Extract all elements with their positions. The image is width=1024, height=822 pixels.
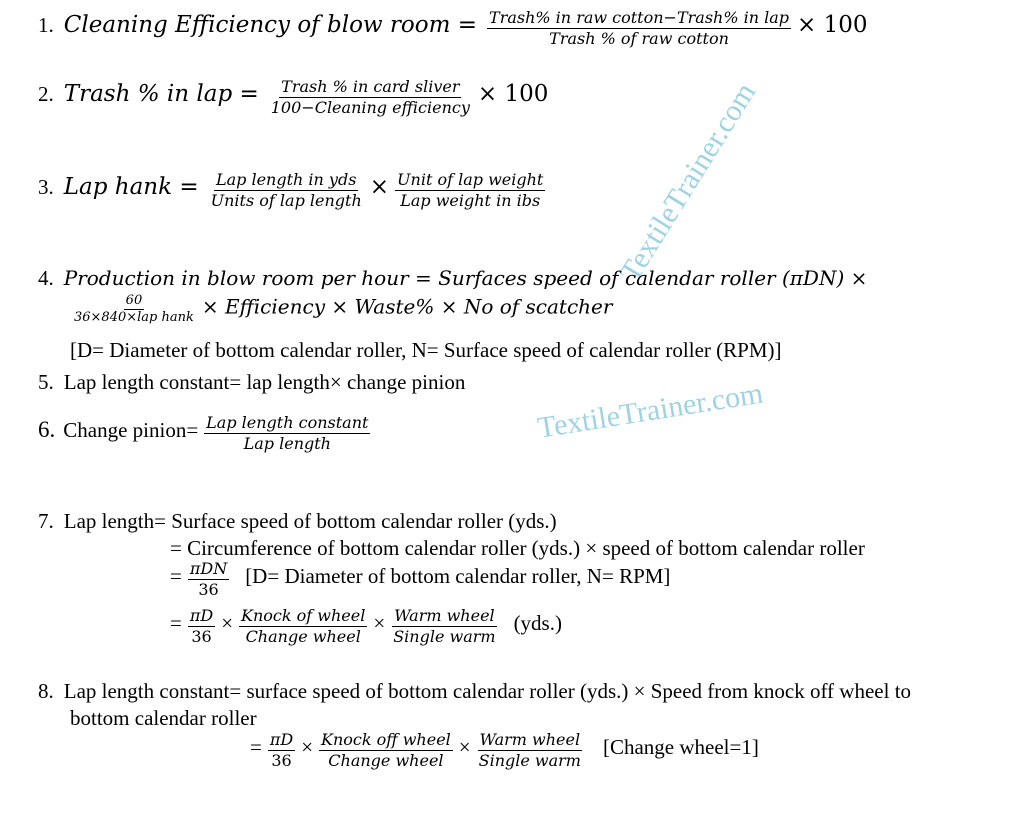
formula-8-numerator-a: πD	[269, 730, 294, 749]
formula-7-numerator-4c: Warm wheel	[394, 606, 495, 625]
formula-4-line-1	[38, 266, 867, 291]
formula-8-denominator-c: Single warm	[478, 751, 581, 770]
formula-3-lhs: Lap hank =	[63, 174, 199, 201]
formula-7-denominator-4c: Single warm	[393, 627, 496, 646]
formula-8-text-2: bottom calendar roller	[70, 706, 257, 730]
formula-2-numerator: Trash % in card sliver	[281, 77, 460, 96]
formula-3-number: 3.	[38, 175, 54, 200]
watermark-horizontal: TextileTrainer.com	[535, 376, 766, 445]
formula-6-label: Change pinion=	[63, 418, 199, 443]
formula-1-number: 1.	[38, 13, 54, 38]
formula-7-denominator-4b: Change wheel	[245, 627, 361, 646]
formula-4-number: 4.	[38, 266, 54, 290]
formula-7-text-2: = Circumference of bottom calendar roller (yds.) × speed of bottom calendar roller	[170, 536, 865, 560]
formula-7-line-3	[170, 559, 670, 600]
formula-2-tail: × 100	[477, 81, 549, 108]
formula-4-text-2: × Efficiency × Waste% × No of scatcher	[201, 294, 613, 319]
formula-5-text: Lap length constant= lap length× change pinion	[63, 370, 466, 394]
formula-7-times-1: ×	[221, 611, 234, 636]
formula-7-numerator-4a: πD	[189, 606, 214, 625]
formula-8-fraction-c	[477, 730, 583, 771]
formula-8-times-1: ×	[301, 735, 314, 760]
formula-7-eq-4: =	[170, 611, 182, 636]
formula-7-numerator-4b: Knock of wheel	[241, 606, 366, 625]
formula-4-denominator: 36×840×lap hank	[74, 310, 194, 326]
formula-8-line-1	[38, 679, 911, 704]
formula-3-numerator-1: Lap length in yds	[215, 170, 357, 189]
formula-1-numerator: Trash% in raw cotton−Trash% in lap	[489, 8, 790, 27]
formula-3-fraction-2	[395, 170, 545, 211]
formula-2	[38, 77, 548, 118]
formula-8-text-1: Lap length constant= surface speed of bottom calendar roller (yds.) × Speed from knock off wheel to	[63, 679, 912, 703]
formula-1-tail: × 100	[797, 12, 868, 39]
formula-7-text-1: Lap length= Surface speed of bottom calendar roller (yds.)	[63, 509, 557, 533]
formula-7-unit: (yds.)	[513, 611, 562, 636]
formula-7-times-2: ×	[373, 611, 386, 636]
formula-4-text-1: Production in blow room per hour = Surfaces speed of calendar roller (πDN) ×	[63, 266, 868, 290]
formula-2-denominator: 100−Cleaning efficiency	[270, 98, 470, 117]
formula-7-line-1	[38, 509, 557, 534]
formula-1-denominator: Trash % of raw cotton	[549, 29, 729, 48]
formula-2-fraction	[269, 77, 472, 118]
formula-8-number: 8.	[38, 679, 54, 703]
formula-1-lhs: Cleaning Efficiency of blow room =	[63, 12, 478, 39]
formula-8-denominator-a: 36	[271, 751, 292, 770]
formula-3-numerator-2: Unit of lap weight	[397, 170, 544, 189]
formula-8-numerator-c: Warm wheel	[479, 730, 581, 749]
formula-6-numerator: Lap length constant	[206, 413, 369, 432]
formula-7-note-3: [D= Diameter of bottom calendar roller, N= RPM]	[245, 564, 671, 589]
formula-3-denominator-1: Units of lap length	[210, 191, 362, 210]
formula-4-note: [D= Diameter of bottom calendar roller, N= Surface speed of calendar roller (RPM)]	[70, 338, 782, 362]
formula-7-eq-3: =	[170, 564, 182, 589]
formula-3-times: ×	[369, 174, 390, 201]
formula-7-numerator-3: πDN	[189, 559, 228, 578]
formula-7-fraction-3	[188, 559, 229, 600]
formula-2-lhs: Trash % in lap =	[63, 81, 259, 108]
formula-8-denominator-b: Change wheel	[328, 751, 444, 770]
formula-3	[38, 170, 547, 211]
formula-7-line-4	[170, 606, 562, 647]
formula-7-denominator-4a: 36	[191, 627, 212, 646]
formula-4-line-2	[70, 293, 612, 327]
formula-5	[38, 370, 465, 395]
formula-6-number: 6.	[38, 417, 56, 443]
formula-1-fraction	[487, 8, 791, 49]
formula-6-denominator: Lap length	[243, 434, 331, 453]
formula-4-fraction	[72, 293, 196, 327]
formula-4-numerator: 60	[124, 293, 145, 310]
formula-7-fraction-4a	[188, 606, 215, 647]
formula-6	[38, 413, 372, 454]
formula-8-line-3	[250, 730, 759, 771]
formula-7-denominator-3: 36	[198, 580, 219, 599]
formula-5-number: 5.	[38, 370, 54, 394]
formula-3-fraction-1	[209, 170, 364, 211]
formula-8-numerator-b: Knock off wheel	[321, 730, 451, 749]
formula-3-denominator-2: Lap weight in ibs	[400, 191, 541, 210]
formula-8-fraction-a	[268, 730, 295, 771]
formula-8-times-2: ×	[458, 735, 471, 760]
formula-7-number: 7.	[38, 509, 54, 533]
formula-8-eq: =	[250, 735, 262, 760]
formula-7-fraction-4c	[391, 606, 497, 647]
formula-1	[38, 8, 868, 49]
watermark-diagonal: TextileTrainer.com	[613, 76, 763, 288]
formula-2-number: 2.	[38, 82, 54, 107]
formula-8-note: [Change wheel=1]	[602, 735, 759, 760]
formula-6-fraction	[204, 413, 370, 454]
formula-7-fraction-4b	[239, 606, 367, 647]
formula-8-fraction-b	[319, 730, 453, 771]
